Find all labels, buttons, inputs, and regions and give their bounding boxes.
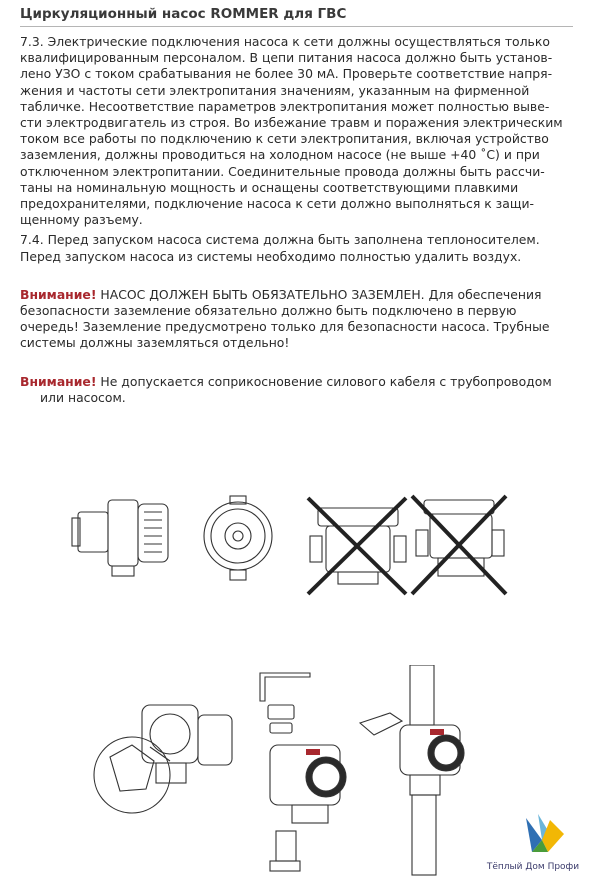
pump-pipe-illustration (360, 665, 464, 875)
text-line: безопасности заземление обязательно должно быть подключено в первую (20, 303, 517, 319)
text-line: лено УЗО с током срабатывания не более 30 мА. Проверьте соответствие напря- (20, 66, 553, 82)
text-line: предохранителями, подключение насоса к сети должно выполняться к защи- (20, 196, 535, 212)
pump-installation-figure (80, 665, 500, 880)
page-title: Циркуляционный насос ROMMER для ГВС (20, 6, 347, 22)
page-header (20, 6, 573, 27)
text-line: отключенном электропитании. Соединительные провода должны быть рассчи- (20, 163, 545, 179)
text-line: заземления, должны проводиться на холодном насосе (не выше +40 ˚С) и при (20, 147, 540, 163)
pump-orientation-figure (70, 490, 580, 600)
text-line: Перед запуском насоса из системы необходимо полностью удалить воздух. (20, 248, 522, 264)
text-line: сти электродвигатель из строя. Во избежание травм и поражения электрическим (20, 115, 563, 131)
warning-text: Не допускается соприкосновение силового кабеля с трубопроводом (96, 373, 552, 389)
text-line: очередь! Заземление предусмотрено только для безопасности насоса. Трубные (20, 319, 550, 335)
text-line: или насосом. (40, 389, 126, 405)
warning-text: НАСОС ДОЛЖЕН БЫТЬ ОБЯЗАТЕЛЬНО ЗАЗЕМЛЕН. Для обеспечения (96, 286, 542, 302)
pump-closeup-illustration (94, 705, 232, 813)
text-line: таны на номинальную мощность и оснащены соответствующими плавкими (20, 179, 519, 195)
text-line: током все работы по подключению к сети электропитания, включая устройство (20, 131, 549, 147)
text-line: 7.4. Перед запуском насоса система должна быть заполнена теплоносителем. (20, 232, 540, 248)
warning-line (20, 374, 576, 390)
warning-line (20, 287, 576, 303)
text-line: жения и частоты сети электропитания значениям, указанным на фирменной (20, 82, 530, 98)
logo-text: Тёплый Дом Профи (486, 862, 580, 872)
pump-with-fittings-illustration (270, 745, 346, 871)
text-line: квалифицированным персоналом. В цепи питания насоса должно быть установ- (20, 50, 553, 66)
pump-side-view-icon (72, 500, 168, 576)
pump-wrong-orientation-icon (308, 498, 406, 594)
company-logo (486, 812, 588, 872)
pump-front-view-icon (204, 496, 272, 580)
section-7-4 (20, 232, 576, 264)
warning-grounding (20, 287, 576, 352)
warning-label: Внимание! (20, 286, 97, 302)
logo-icon (518, 812, 568, 858)
text-line: системы должны заземляться отдельно! (20, 335, 290, 351)
text-line: табличке. Несоответствие параметров электропитания может полностью выве- (20, 98, 550, 114)
section-7-3 (20, 34, 576, 228)
pump-wrong-orientation-icon (412, 496, 506, 594)
warning-cable (20, 374, 576, 406)
warning-label: Внимание! (20, 373, 97, 389)
instruction-text (20, 34, 576, 406)
text-line: щенному разъему. (20, 212, 143, 228)
hex-key-icon (260, 673, 310, 733)
text-line: 7.3. Электрические подключения насоса к сети должны осуществляться только (20, 34, 550, 49)
